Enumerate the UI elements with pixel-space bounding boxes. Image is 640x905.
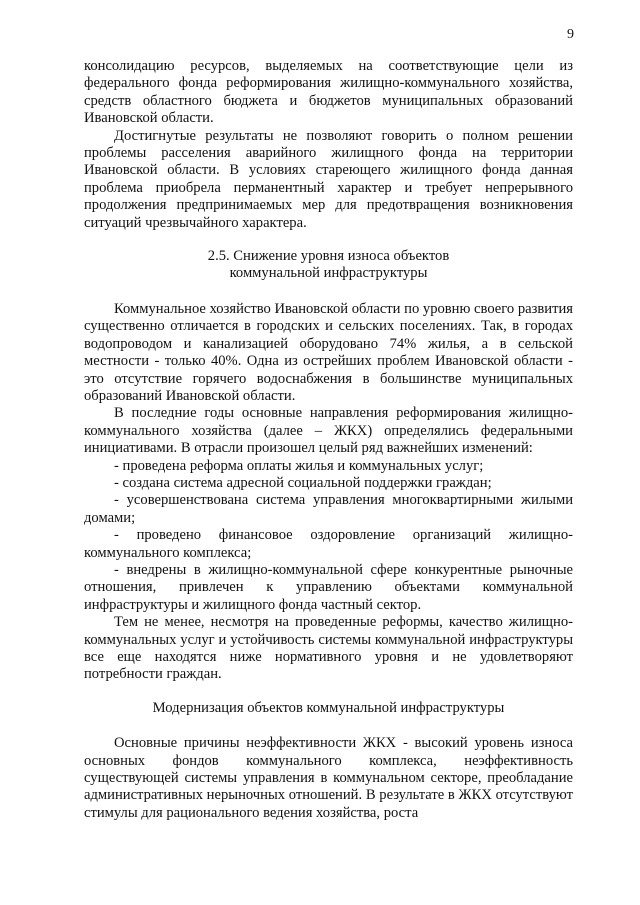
list-item: - усовершенствована система управления многоквартирными жилыми домами; [84, 492, 573, 526]
paragraph-results: Достигнутые результаты не позволяют говорить о полном решении проблемы расселения аварийного жилищного фонда на территории Ивановской области. В условиях стареющего жилищного фонда данная проблема приобрела перманентный характер и требует непрерывного продолжения предпринимаемых мер для предотвращения возникновения ситуаций чрезвычайного характера. [84, 127, 573, 231]
paragraph-communal: Коммунальное хозяйство Ивановской области по уровню своего развития существенно отличается в городских и сельских поселениях. Так, в городах водопроводом и канализацией оборудовано 74% жилья, а в сельской местности - только 40%. Одна из острейших проблем Ивановской области - это отсутствие горячего водоснабжения в большинстве муниципальных образований Ивановской области. [84, 300, 573, 404]
page-number: 9 [567, 27, 574, 42]
list-item: - проведено финансовое оздоровление организаций жилищно-коммунального комплекса; [84, 527, 573, 561]
list-item: - создана система адресной социальной поддержки граждан; [114, 474, 492, 491]
paragraph-reasons: Основные причины неэффективности ЖКХ - высокий уровень износа основных фондов коммунального комплекса, неэффективность существующей системы управления в коммунальном секторе, преобладание административных нерыночных отношений. В результате в ЖКХ отсутствуют стимулы для рационального ведения хозяйства, роста [84, 735, 573, 821]
section-heading-line1: 2.5. Снижение уровня износа объектов [207, 248, 450, 265]
list-item: - внедрены в жилищно-коммунальной сфере конкурентные рыночные отношения, привлечен к управлению объектами коммунальной инфраструктуры и жилищного фонда частный сектор. [84, 561, 573, 613]
changes-list [84, 458, 573, 615]
paragraph-nevertheless: Тем не менее, несмотря на проведенные реформы, качество жилищно-коммунальных услуг и устойчивость системы коммунальной инфраструктуры все еще находятся ниже нормативного уровня и не удовлетворяют потребности граждан. [84, 614, 573, 683]
page-content [84, 58, 573, 822]
intro-paragraph: консолидацию ресурсов, выделяемых на соответствующие цели из федерального фонда реформирования жилищно-коммунального хозяйства, средств областного бюджета и бюджетов муниципальных образований Ивановской области. [84, 58, 573, 127]
subheading-modernization: Модернизация объектов коммунальной инфраструктуры [152, 699, 505, 716]
paragraph-recent-years: В последние годы основные направления реформирования жилищно-коммунального хозяйства (далее – ЖКХ) определялись федеральными инициативами. В отрасли произошел целый ряд важнейших изменений: [84, 405, 573, 457]
list-item: - проведена реформа оплаты жилья и коммунальных услуг; [114, 457, 484, 474]
section-heading-line2: коммунальной инфраструктуры [229, 265, 428, 282]
